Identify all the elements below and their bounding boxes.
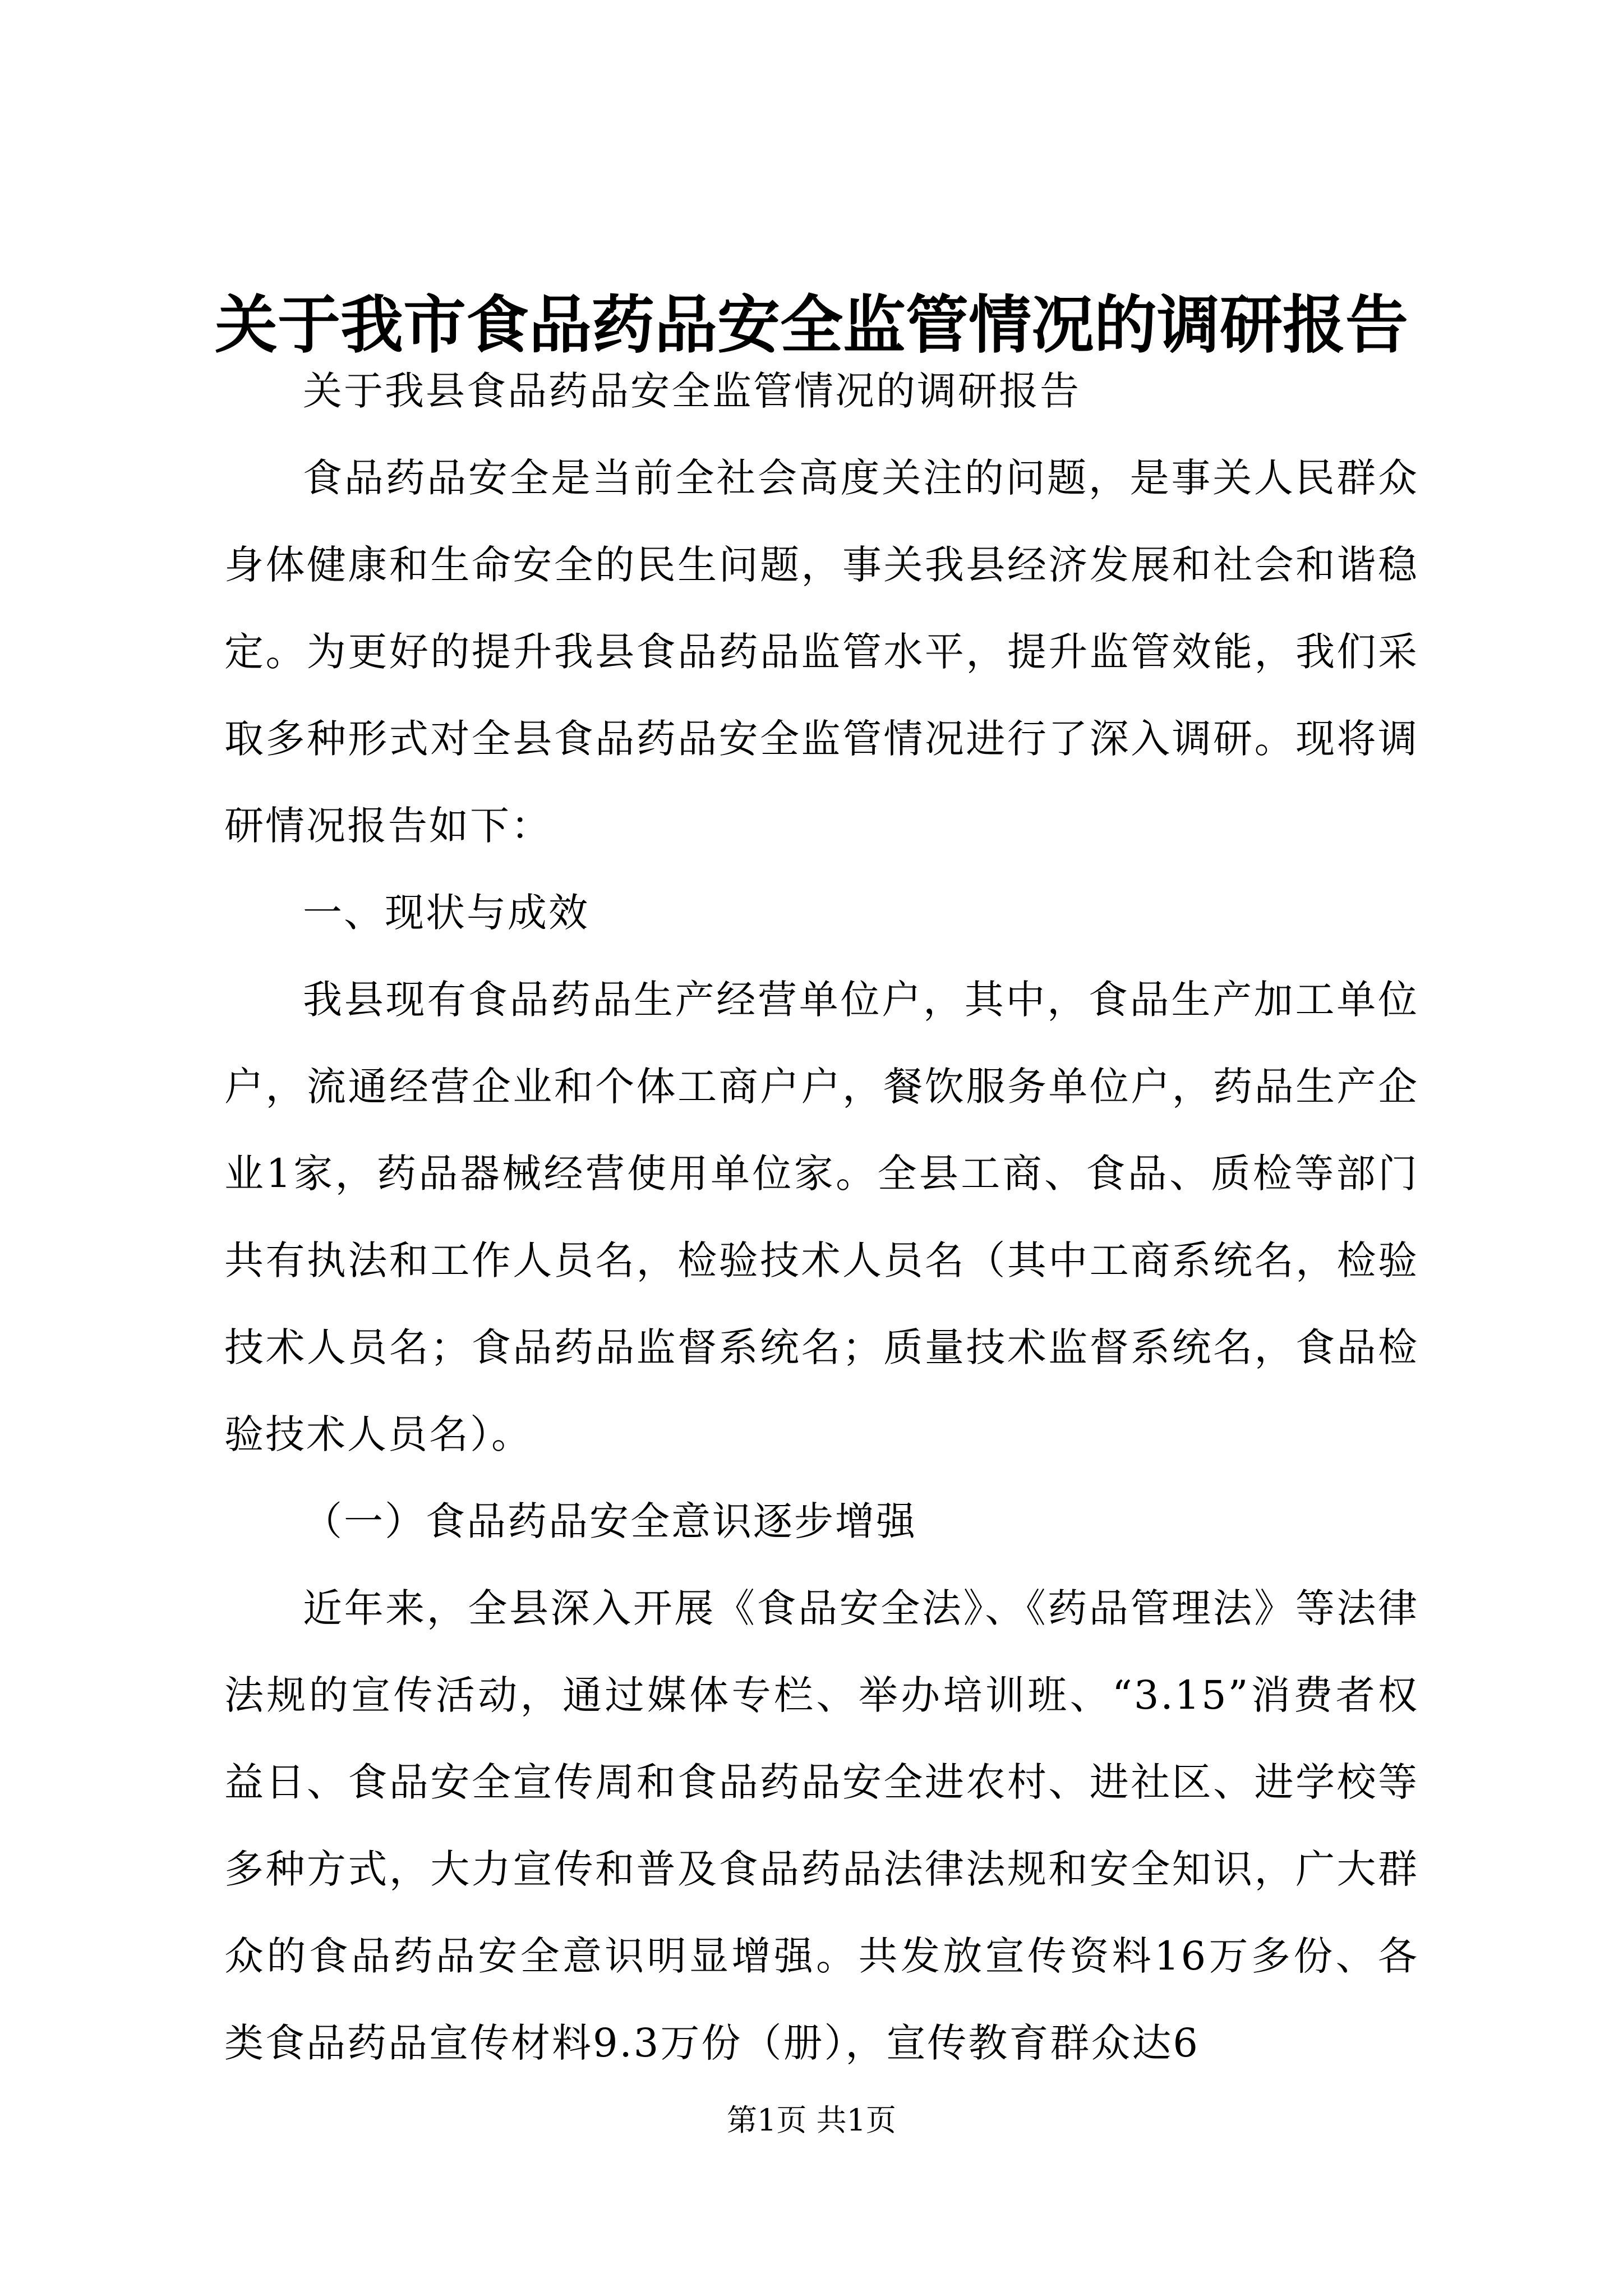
subsection-heading: （一）食品药品安全意识逐步增强 xyxy=(303,1498,917,1544)
document-title: 关于我市食品药品安全监管情况的调研报告 xyxy=(215,288,1408,362)
page-number-label: 第1页 共1页 xyxy=(727,2102,896,2138)
section-heading: 一、现状与成效 xyxy=(303,890,589,936)
status-paragraph: 我县现有食品药品生产经营单位户，其中，食品生产加工单位户，流通经营企业和个体工商户户，餐饮服务单位户，药品生产企业1家，药品器械经营使用单位家。全县工商、食品、质检等部门共有执法和工作人员名，检验技术人员名（其中工商系统名，检验技术人员名；食品药品监督系统名；质量技术监督系统名，食品检验技术人员名）。 xyxy=(224,977,1419,1457)
publicity-paragraph: 近年来，全县深入开展《食品安全法》、《药品管理法》等法律法规的宣传活动，通过媒体专栏、举办培训班、“3.15”消费者权益日、食品安全宣传周和食品药品安全进农村、进社区、进学校等多种方式，大力宣传和普及食品药品法律法规和安全知识，广大群众的食品药品安全意识明显增强。共发放宣传资料16万多份、各类食品药品宣传材料9.3万份（册），宣传教育群众达6 xyxy=(224,1585,1419,2066)
subtitle-paragraph: 关于我县食品药品安全监管情况的调研报告 xyxy=(303,368,1081,414)
document-body xyxy=(224,348,1419,2087)
page-footer xyxy=(0,2101,1623,2140)
intro-paragraph: 食品药品安全是当前全社会高度关注的问题，是事关人民群众身体健康和生命安全的民生问题，事关我县经济发展和社会和谐稳定。为更好的提升我县食品药品监管水平，提升监管效能，我们采取多种形式对全县食品药品安全监管情况进行了深入调研。现将调研情况报告如下： xyxy=(224,455,1419,849)
